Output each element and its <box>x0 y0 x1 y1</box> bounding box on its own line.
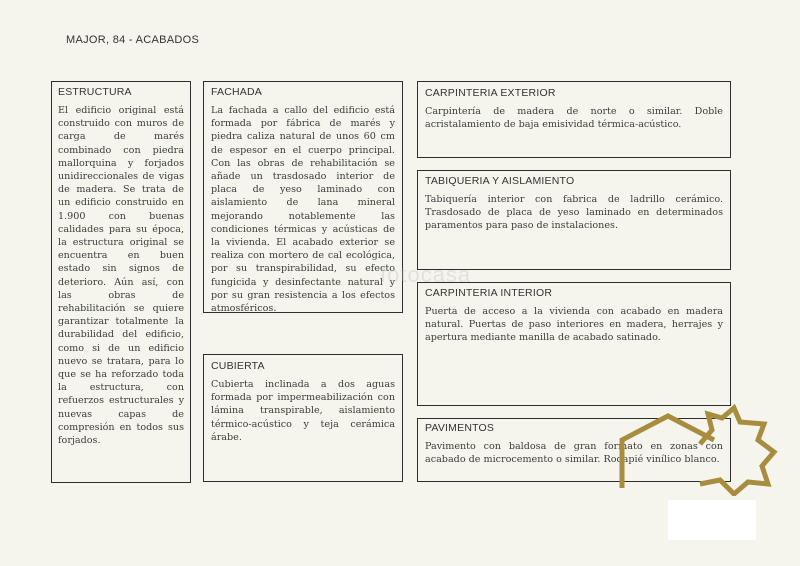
section-text: La fachada a callo del edificio está formada por fábrica de marés y piedra caliza natural de unos 60 cm de espesor en el cuerpo principal. Con las obras de rehabilitación se añade un trasdosado interior de placa de yeso laminado con aislamiento de lana mineral mejorando notablemente las condiciones térmicas y acústicas de la vivienda. El acabado exterior se realiza con mortero de cal ecológica, por su transpirabilidad, su efecto fungicida y desinfectante natural y por su gran resistencia a los efectos atmosféricos. <box>211 105 395 315</box>
section-carpinteria-interior <box>417 282 731 406</box>
house-logo-icon <box>582 400 782 496</box>
section-text: Puerta de acceso a la vivienda con acabado en madera natural. Puertas de paso interiores en madera, herrajes y apertura mediante manilla de acabado satinado. <box>425 306 723 344</box>
section-title: PAVIMENTOS <box>425 422 495 434</box>
section-title: TABIQUERIA Y AISLAMIENTO <box>425 175 575 187</box>
section-cubierta <box>203 354 403 482</box>
section-text: Cubierta inclinada a dos aguas formada por impermeabilización con lámina transpirable, aislamiento térmico-acústico y teja cerámica árabe. <box>211 379 395 443</box>
page-title: MAJOR, 84 - ACABADOS <box>66 34 200 46</box>
section-fachada <box>203 81 403 313</box>
section-title: CARPINTERIA INTERIOR <box>425 287 553 299</box>
section-text: El edificio original está construido con muros de carga de marés combinado con piedra mallorquina y forjados unidireccionales de vigas de madera. Se trata de un edificio construido en 1.900 con buenas calidades para su época, la estructura original se encuentra en buen estado sin signos de deterioro. Aún así, con las obras de rehabilitación se quiere garantizar totalmente la durabilidad del edificio, como si de un edificio nuevo se tratara, para lo que se ha reforzado toda la estructura, con refuerzos estructurales y nuevas capas de compresión en todos sus forjados. <box>58 105 184 447</box>
section-estructura <box>51 81 191 483</box>
section-tabiqueria <box>417 170 731 270</box>
section-text: Carpintería de madera de norte o similar. Doble acristalamiento de baja emisividad térmica-acústico. <box>425 106 723 131</box>
section-carpinteria-exterior <box>417 81 731 158</box>
watermark-text: fotocasa <box>380 262 472 287</box>
section-title: FACHADA <box>211 86 262 98</box>
section-text: Pavimento con baldosa de gran formato en zonas con acabado de microcemento o similar. Rodapié vinílico blanco. <box>425 441 723 466</box>
section-title: ESTRUCTURA <box>58 86 132 98</box>
white-patch <box>668 500 756 540</box>
section-text: Tabiquería interior con fabrica de ladrillo cerámico. Trasdosado de placa de yeso laminado en determinados paramentos para paso de instalaciones. <box>425 194 723 232</box>
section-title: CARPINTERIA EXTERIOR <box>425 87 556 99</box>
section-title: CUBIERTA <box>211 360 265 372</box>
